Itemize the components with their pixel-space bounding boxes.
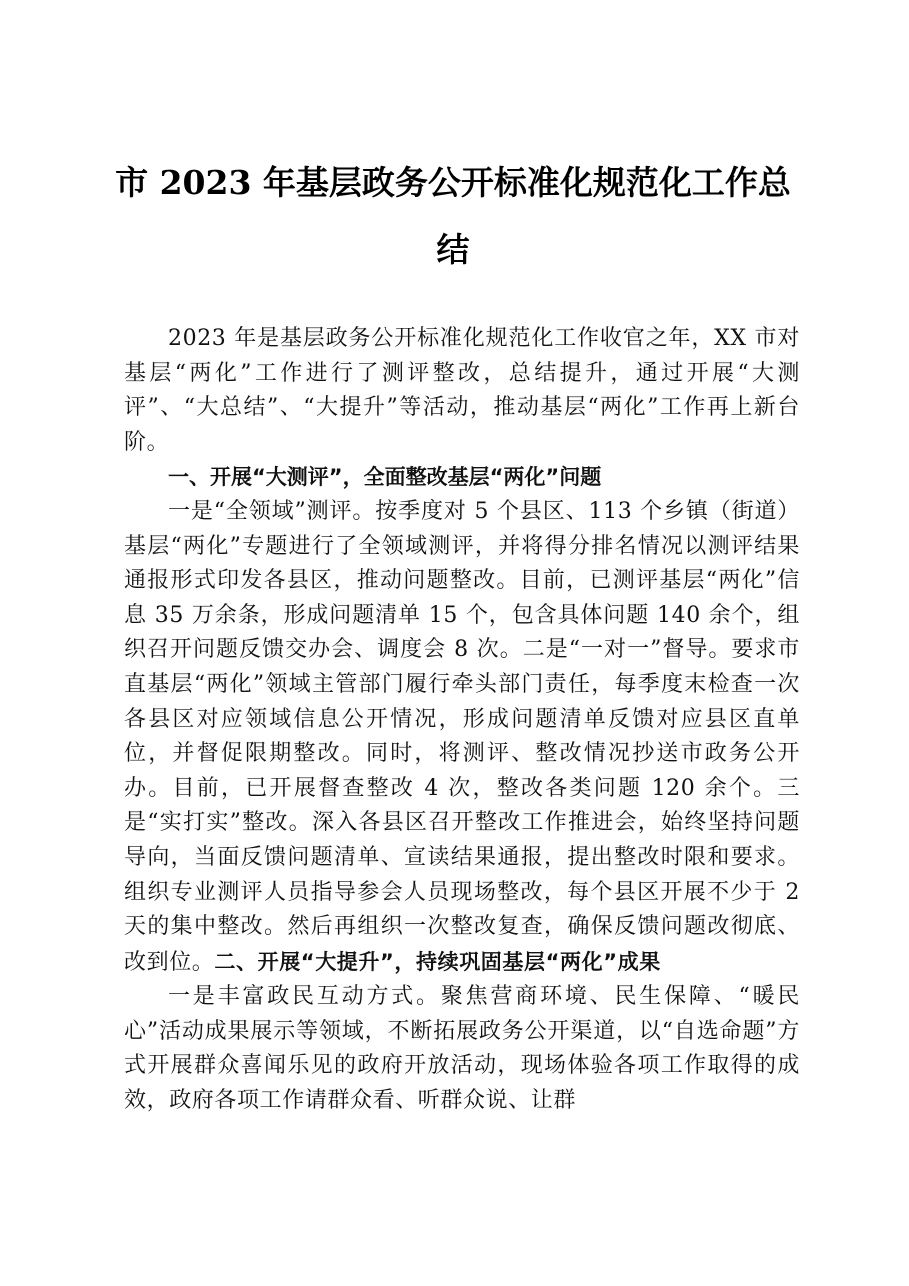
document-body bbox=[124, 322, 800, 1119]
section-2-paragraph: 一是丰富政民互动方式。聚焦营商环境、民生保障、“暖民心”活动成果展示等领域，不断拓展政务公开渠道，以“自选命题”方式开展群众喜闻乐见的政府开放活动，现场体验各项工作取得的成效，政府各项工作请群众看、听群众说、让群 bbox=[124, 984, 800, 1114]
section-1-heading: 一、开展“大测评”，全面整改基层“两化”问题 bbox=[168, 465, 602, 490]
document-title-line-1: 市 2023 年基层政务公开标准化规范化工作总 bbox=[115, 163, 791, 202]
section-1-body: 一是“全领域”测评。按季度对 5 个县区、113 个乡镇（街道）基层“两化”专题进行了全领域测评，并将得分排名情况以测评结果通报形式印发各县区，推动问题整改。目前，已测评基层“两化”信息 35 万余条，形成问题清单 15 个，包含具体问题 140 余个，组织召开问题反馈交办会、调度会 8 次。二是“一对一”督导。要求市直基层“两化”领域主管部门履行牵头部门责任，每季度末检查一次各县区对应领域信息公开情况，形成问题清单反馈对应县区直单位，并督促限期整改。同时，将测评、整改情况抄送市政务公开办。目前，已开展督查整改 4 次，整改各类问题 120 余个。三是“实打实”整改。深入各县区召开整改工作推进会，始终坚持问题导向，当面反馈问题清单、宣读结果通报，提出整改时限和要求。组织专业测评人员指导参会人员现场整改，每个县区开展不少于 2 天的集中整改。然后再组织一次整改复查，确保反馈问题改彻底、改到位。 bbox=[124, 498, 800, 975]
section-1-paragraph bbox=[124, 495, 800, 980]
document-title-line-2: 结 bbox=[436, 230, 470, 269]
intro-paragraph: 2023 年是基层政务公开标准化规范化工作收官之年，XX 市对基层“两化”工作进行了测评整改，总结提升，通过开展“大测评”、“大总结”、“大提升”等活动，推动基层“两化”工作再上新台阶。 bbox=[124, 326, 800, 455]
section-2-heading: 二、开展“大提升”，持续巩固基层“两化”成果 bbox=[214, 949, 661, 974]
